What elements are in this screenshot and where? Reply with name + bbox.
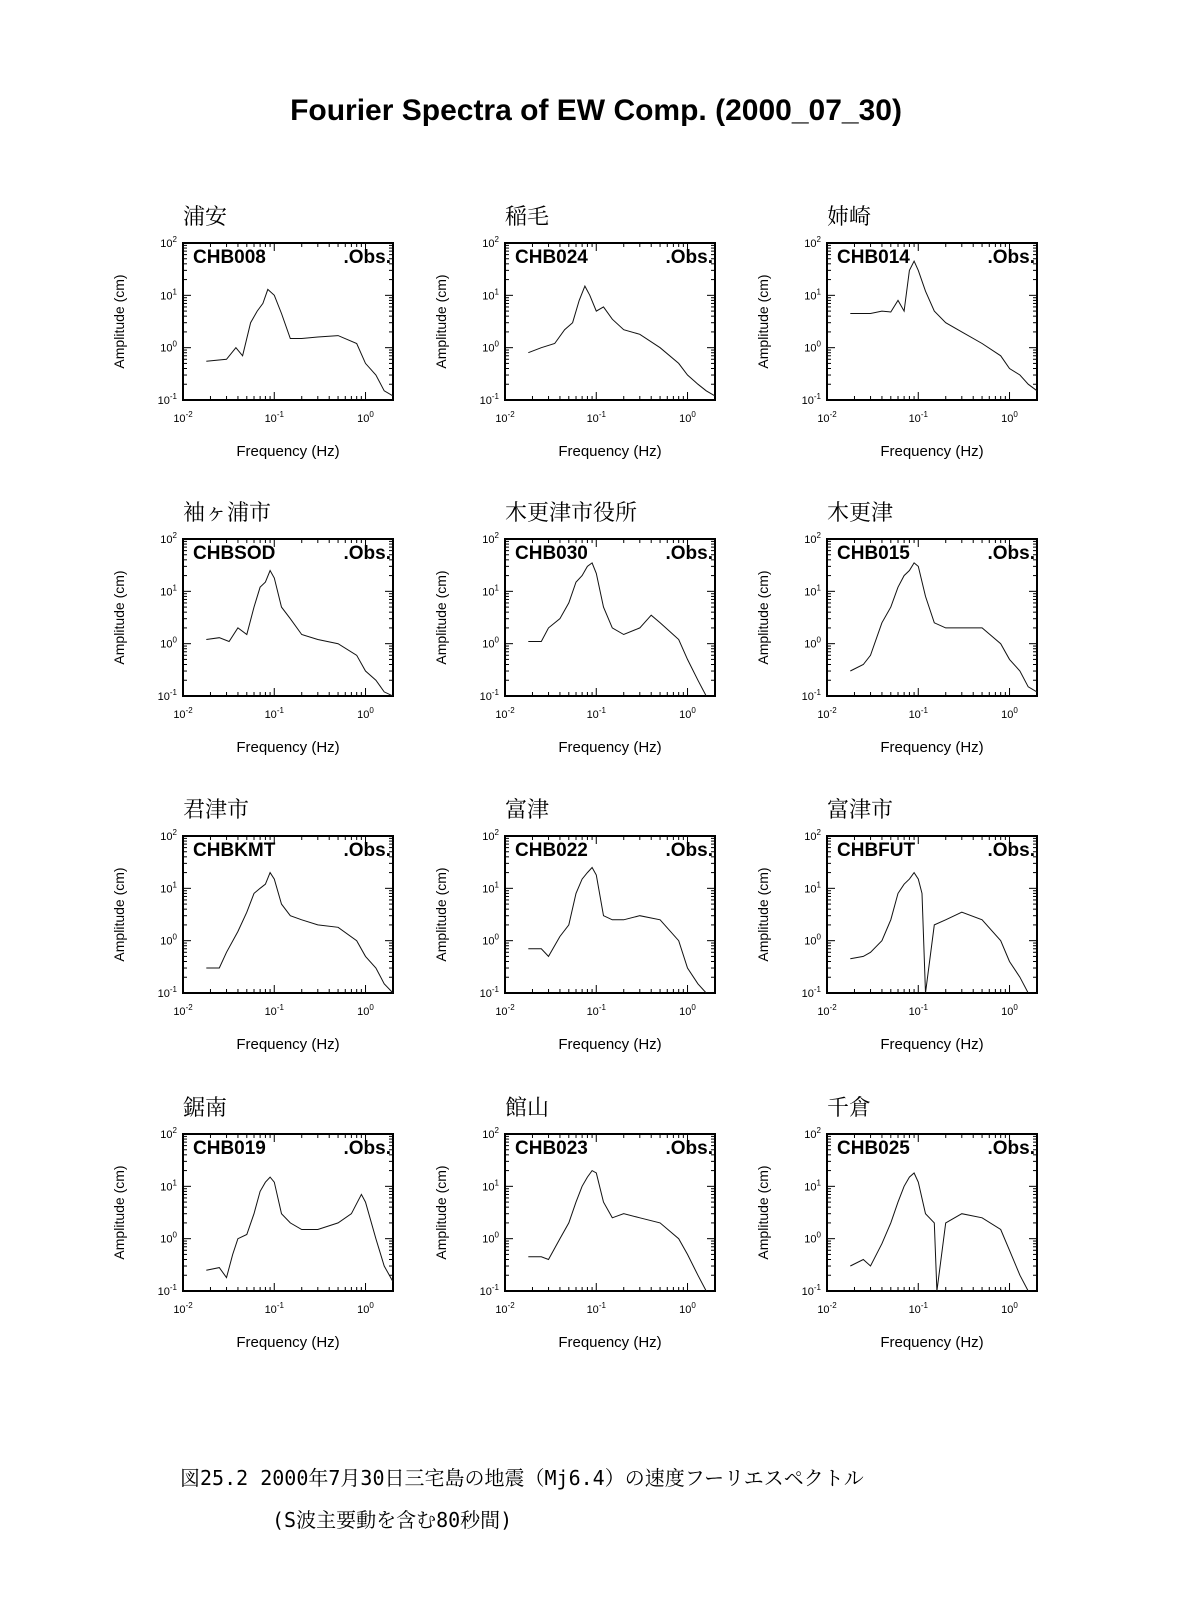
- y-tick-label: $10^1$: [804, 287, 821, 303]
- obs-label: .Obs.: [343, 543, 391, 564]
- x-tick-label: $10^0$: [357, 1301, 374, 1316]
- y-tick-label: $10^0$: [804, 932, 821, 948]
- y-tick-label: $10^2$: [482, 531, 499, 546]
- y-axis-label: Amplitude (cm): [111, 570, 127, 665]
- obs-label: .Obs.: [343, 840, 391, 861]
- y-axis-label: Amplitude (cm): [755, 1165, 771, 1260]
- obs-label: .Obs.: [987, 247, 1035, 268]
- x-tick-label: $10^{-2}$: [173, 706, 193, 721]
- y-tick-label: $10^2$: [160, 531, 177, 546]
- y-tick-label: $10^0$: [482, 1230, 499, 1246]
- x-tick-label: $10^{-2}$: [173, 1301, 193, 1316]
- y-tick-label: $10^2$: [804, 1126, 821, 1141]
- y-tick-label: $10^{-1}$: [157, 985, 177, 1000]
- x-tick-label: $10^0$: [1001, 1003, 1018, 1018]
- y-tick-label: $10^0$: [160, 932, 177, 948]
- x-tick-label: $10^0$: [679, 1003, 696, 1018]
- y-tick-label: $10^0$: [160, 339, 177, 355]
- y-axis-label: Amplitude (cm): [433, 1165, 449, 1260]
- y-tick-label: $10^{-1}$: [157, 688, 177, 703]
- spectrum-line: [206, 873, 393, 993]
- y-tick-label: $10^2$: [160, 235, 177, 250]
- obs-label: .Obs.: [665, 840, 713, 861]
- spectrum-line: [850, 261, 1037, 391]
- obs-label: .Obs.: [987, 543, 1035, 564]
- x-axis-label: Frequency (Hz): [880, 1036, 984, 1053]
- station-name: 富津: [505, 798, 550, 823]
- x-tick-label: $10^0$: [679, 410, 696, 425]
- y-tick-label: $10^1$: [804, 880, 821, 896]
- spectrum-chart: [415, 793, 745, 1083]
- station-name: 君津市: [183, 798, 250, 823]
- y-axis-label: Amplitude (cm): [433, 274, 449, 369]
- y-tick-label: $10^1$: [482, 287, 499, 303]
- x-tick-label: $10^{-1}$: [586, 1003, 606, 1018]
- x-tick-label: $10^{-1}$: [908, 1301, 928, 1316]
- y-tick-label: $10^{-1}$: [479, 392, 499, 407]
- station-code: CHB022: [515, 840, 588, 861]
- x-axis-label: Frequency (Hz): [558, 443, 662, 460]
- spectrum-line: [528, 286, 715, 396]
- spectrum-line: [206, 1177, 393, 1282]
- y-axis-label: Amplitude (cm): [433, 570, 449, 665]
- x-tick-label: $10^{-2}$: [817, 410, 837, 425]
- y-tick-label: $10^0$: [804, 635, 821, 651]
- x-tick-label: $10^{-1}$: [908, 706, 928, 721]
- x-tick-label: $10^{-1}$: [908, 410, 928, 425]
- station-name: 浦安: [183, 205, 228, 230]
- y-tick-label: $10^2$: [804, 828, 821, 843]
- obs-label: .Obs.: [343, 247, 391, 268]
- y-tick-label: $10^0$: [482, 339, 499, 355]
- obs-label: .Obs.: [343, 1138, 391, 1159]
- figure-caption-note: (S波主要動を含む80秒間): [272, 1508, 513, 1532]
- figure-caption: 図25.2 2000年7月30日三宅島の地震（Mj6.4）の速度フーリエスペクトル: [180, 1466, 864, 1490]
- x-tick-label: $10^{-1}$: [264, 706, 284, 721]
- spectrum-chart: [93, 200, 423, 490]
- x-tick-label: $10^{-1}$: [264, 410, 284, 425]
- y-axis-label: Amplitude (cm): [433, 867, 449, 962]
- spectrum-chart: [737, 1091, 1067, 1381]
- x-tick-label: $10^{-2}$: [495, 706, 515, 721]
- spectrum-chart: [415, 496, 745, 786]
- spectrum-line: [850, 873, 1028, 993]
- y-tick-label: $10^1$: [804, 583, 821, 599]
- y-tick-label: $10^{-1}$: [801, 688, 821, 703]
- page-title: Fourier Spectra of EW Comp. (2000_07_30): [290, 94, 902, 127]
- y-axis-label: Amplitude (cm): [755, 274, 771, 369]
- y-tick-label: $10^0$: [160, 635, 177, 651]
- x-tick-label: $10^{-2}$: [173, 410, 193, 425]
- obs-label: .Obs.: [665, 543, 713, 564]
- station-code: CHB025: [837, 1138, 910, 1159]
- y-tick-label: $10^2$: [160, 828, 177, 843]
- station-name: 木更津市役所: [505, 501, 638, 526]
- spectrum-panel: [93, 1091, 423, 1381]
- station-code: CHB015: [837, 543, 910, 564]
- x-tick-label: $10^{-1}$: [586, 706, 606, 721]
- station-code: CHB019: [193, 1138, 266, 1159]
- station-name: 館山: [505, 1096, 550, 1121]
- station-code: CHBFUT: [837, 840, 916, 861]
- x-tick-label: $10^{-1}$: [264, 1003, 284, 1018]
- x-tick-label: $10^{-1}$: [586, 410, 606, 425]
- station-name: 木更津: [827, 501, 894, 526]
- station-name: 袖ヶ浦市: [183, 501, 272, 526]
- x-axis-label: Frequency (Hz): [236, 1036, 340, 1053]
- x-tick-label: $10^0$: [1001, 706, 1018, 721]
- spectrum-chart: [415, 200, 745, 490]
- spectrum-panel: [415, 200, 745, 490]
- station-code: CHB030: [515, 543, 588, 564]
- y-tick-label: $10^{-1}$: [801, 1283, 821, 1298]
- y-tick-label: $10^0$: [160, 1230, 177, 1246]
- station-code: CHBSOD: [193, 543, 276, 564]
- y-tick-label: $10^{-1}$: [479, 985, 499, 1000]
- x-axis-label: Frequency (Hz): [880, 739, 984, 756]
- x-tick-label: $10^0$: [357, 1003, 374, 1018]
- spectrum-panel: [737, 200, 1067, 490]
- y-axis-label: Amplitude (cm): [755, 570, 771, 665]
- spectrum-panel: [737, 1091, 1067, 1381]
- y-tick-label: $10^2$: [482, 235, 499, 250]
- spectrum-panel: [415, 1091, 745, 1381]
- x-axis-label: Frequency (Hz): [880, 443, 984, 460]
- y-tick-label: $10^0$: [804, 339, 821, 355]
- x-tick-label: $10^{-1}$: [586, 1301, 606, 1316]
- y-tick-label: $10^1$: [160, 287, 177, 303]
- station-code: CHB024: [515, 247, 588, 268]
- y-tick-label: $10^{-1}$: [801, 985, 821, 1000]
- spectrum-line: [528, 1171, 706, 1291]
- spectrum-chart: [93, 496, 423, 786]
- y-tick-label: $10^1$: [160, 583, 177, 599]
- x-axis-label: Frequency (Hz): [236, 443, 340, 460]
- x-axis-label: Frequency (Hz): [236, 1334, 340, 1351]
- station-code: CHB014: [837, 247, 910, 268]
- spectrum-line: [850, 1173, 1028, 1291]
- x-tick-label: $10^0$: [1001, 410, 1018, 425]
- spectrum-line: [850, 563, 1037, 692]
- obs-label: .Obs.: [987, 1138, 1035, 1159]
- y-tick-label: $10^{-1}$: [801, 392, 821, 407]
- y-tick-label: $10^1$: [482, 583, 499, 599]
- station-name: 富津市: [827, 798, 894, 823]
- x-tick-label: $10^{-1}$: [908, 1003, 928, 1018]
- y-axis-label: Amplitude (cm): [755, 867, 771, 962]
- obs-label: .Obs.: [987, 840, 1035, 861]
- y-tick-label: $10^2$: [804, 235, 821, 250]
- station-code: CHB023: [515, 1138, 588, 1159]
- spectrum-line: [528, 563, 706, 696]
- x-tick-label: $10^{-2}$: [817, 706, 837, 721]
- y-tick-label: $10^2$: [482, 828, 499, 843]
- x-axis-label: Frequency (Hz): [236, 739, 340, 756]
- obs-label: .Obs.: [665, 1138, 713, 1159]
- y-tick-label: $10^2$: [804, 531, 821, 546]
- spectrum-panel: [737, 496, 1067, 786]
- spectrum-panel: [93, 496, 423, 786]
- y-tick-label: $10^{-1}$: [479, 1283, 499, 1298]
- y-tick-label: $10^1$: [482, 880, 499, 896]
- x-tick-label: $10^{-2}$: [817, 1003, 837, 1018]
- station-code: CHBKMT: [193, 840, 276, 861]
- x-tick-label: $10^0$: [679, 706, 696, 721]
- spectrum-line: [206, 289, 393, 396]
- spectrum-chart: [93, 793, 423, 1083]
- y-tick-label: $10^{-1}$: [479, 688, 499, 703]
- station-name: 鋸南: [183, 1096, 228, 1121]
- x-tick-label: $10^{-2}$: [495, 410, 515, 425]
- y-tick-label: $10^1$: [160, 880, 177, 896]
- y-tick-label: $10^1$: [804, 1178, 821, 1194]
- spectrum-panel: [737, 793, 1067, 1083]
- spectrum-chart: [737, 200, 1067, 490]
- y-tick-label: $10^1$: [160, 1178, 177, 1194]
- y-tick-label: $10^0$: [482, 932, 499, 948]
- station-name: 姉崎: [827, 205, 872, 230]
- spectrum-chart: [737, 496, 1067, 786]
- obs-label: .Obs.: [665, 247, 713, 268]
- y-tick-label: $10^{-1}$: [157, 392, 177, 407]
- station-code: CHB008: [193, 247, 266, 268]
- spectrum-panel: [93, 793, 423, 1083]
- spectrum-chart: [737, 793, 1067, 1083]
- x-tick-label: $10^0$: [679, 1301, 696, 1316]
- y-tick-label: $10^0$: [482, 635, 499, 651]
- x-axis-label: Frequency (Hz): [558, 1036, 662, 1053]
- x-tick-label: $10^{-2}$: [495, 1301, 515, 1316]
- x-tick-label: $10^0$: [357, 410, 374, 425]
- x-tick-label: $10^{-2}$: [173, 1003, 193, 1018]
- spectrum-panel: [93, 200, 423, 490]
- station-name: 千倉: [827, 1096, 872, 1121]
- x-tick-label: $10^{-2}$: [817, 1301, 837, 1316]
- y-tick-label: $10^2$: [482, 1126, 499, 1141]
- spectrum-line: [528, 868, 706, 994]
- y-axis-label: Amplitude (cm): [111, 274, 127, 369]
- y-tick-label: $10^0$: [804, 1230, 821, 1246]
- x-tick-label: $10^{-1}$: [264, 1301, 284, 1316]
- x-axis-label: Frequency (Hz): [558, 739, 662, 756]
- x-tick-label: $10^{-2}$: [495, 1003, 515, 1018]
- spectrum-panel: [415, 793, 745, 1083]
- x-tick-label: $10^0$: [357, 706, 374, 721]
- spectrum-line: [206, 571, 393, 697]
- spectrum-chart: [415, 1091, 745, 1381]
- x-axis-label: Frequency (Hz): [558, 1334, 662, 1351]
- spectrum-panel: [415, 496, 745, 786]
- y-tick-label: $10^1$: [482, 1178, 499, 1194]
- y-axis-label: Amplitude (cm): [111, 1165, 127, 1260]
- y-axis-label: Amplitude (cm): [111, 867, 127, 962]
- x-tick-label: $10^0$: [1001, 1301, 1018, 1316]
- station-name: 稲毛: [505, 205, 550, 230]
- x-axis-label: Frequency (Hz): [880, 1334, 984, 1351]
- y-tick-label: $10^2$: [160, 1126, 177, 1141]
- y-tick-label: $10^{-1}$: [157, 1283, 177, 1298]
- spectrum-chart: [93, 1091, 423, 1381]
